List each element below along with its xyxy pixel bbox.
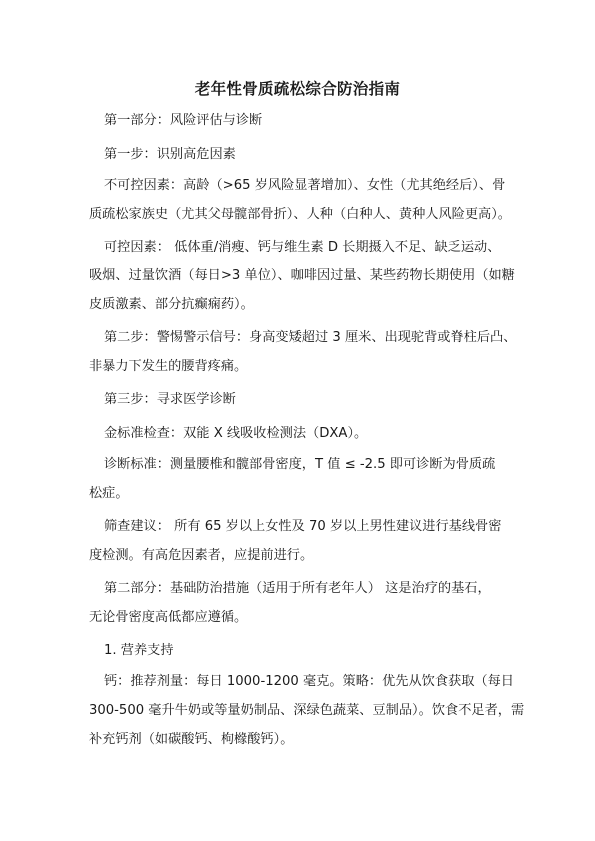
paragraph-line: 度检测。有高危因素者，应提前进行。 xyxy=(89,548,314,563)
step-heading-3: 第三步：寻求医学诊断 xyxy=(104,392,236,407)
paragraph-line: 吸烟、过量饮酒（每日>3 单位）、咖啡因过量、某些药物长期使用（如糖 xyxy=(89,268,515,283)
paragraph-line: 金标准检查：双能 X 线吸收检测法（DXA）。 xyxy=(104,426,368,441)
paragraph-line: 300-500 毫升牛奶或等量奶制品、深绿色蔬菜、豆制品）。饮食不足者，需 xyxy=(89,703,525,718)
list-item-heading: 1. 营养支持 xyxy=(104,643,174,658)
paragraph-line: 钙：推荐剂量：每日 1000-1200 毫克。策略：优先从饮食获取（每日 xyxy=(104,674,514,689)
paragraph-line: 不可控因素：高龄（>65 岁风险显著增加）、女性（尤其绝经后）、骨 xyxy=(104,178,506,193)
step-heading-2: 第二步：警惕警示信号：身高变矮超过 3 厘米、出现驼背或脊柱后凸、 xyxy=(104,330,517,345)
paragraph-line: 补充钙剂（如碳酸钙、枸橼酸钙）。 xyxy=(89,732,294,747)
document-title: 老年性骨质疏松综合防治指南 xyxy=(194,80,401,98)
paragraph-line: 诊断标准：测量腰椎和髋部骨密度，T 值 ≤ -2.5 即可诊断为骨质疏 xyxy=(104,457,496,472)
step-heading-1: 第一步：识别高危因素 xyxy=(104,147,236,162)
paragraph-line: 质疏松家族史（尤其父母髋部骨折）、人种（白种人、黄种人风险更高）。 xyxy=(89,207,511,222)
paragraph-line: 非暴力下发生的腰背疼痛。 xyxy=(89,359,248,374)
paragraph-line: 皮质激素、部分抗癫痫药）。 xyxy=(89,297,254,312)
section-heading-part1: 第一部分：风险评估与诊断 xyxy=(104,113,263,128)
paragraph-line: 松症。 xyxy=(89,486,129,501)
paragraph-line: 筛查建议： 所有 65 岁以上女性及 70 岁以上男性建议进行基线骨密 xyxy=(104,519,502,534)
paragraph-line: 无论骨密度高低都应遵循。 xyxy=(89,610,248,625)
paragraph-line: 可控因素： 低体重/消瘦、钙与维生素 D 长期摄入不足、缺乏运动、 xyxy=(104,240,501,255)
section-heading-part2: 第二部分：基础防治措施（适用于所有老年人） 这是治疗的基石， xyxy=(104,581,491,596)
